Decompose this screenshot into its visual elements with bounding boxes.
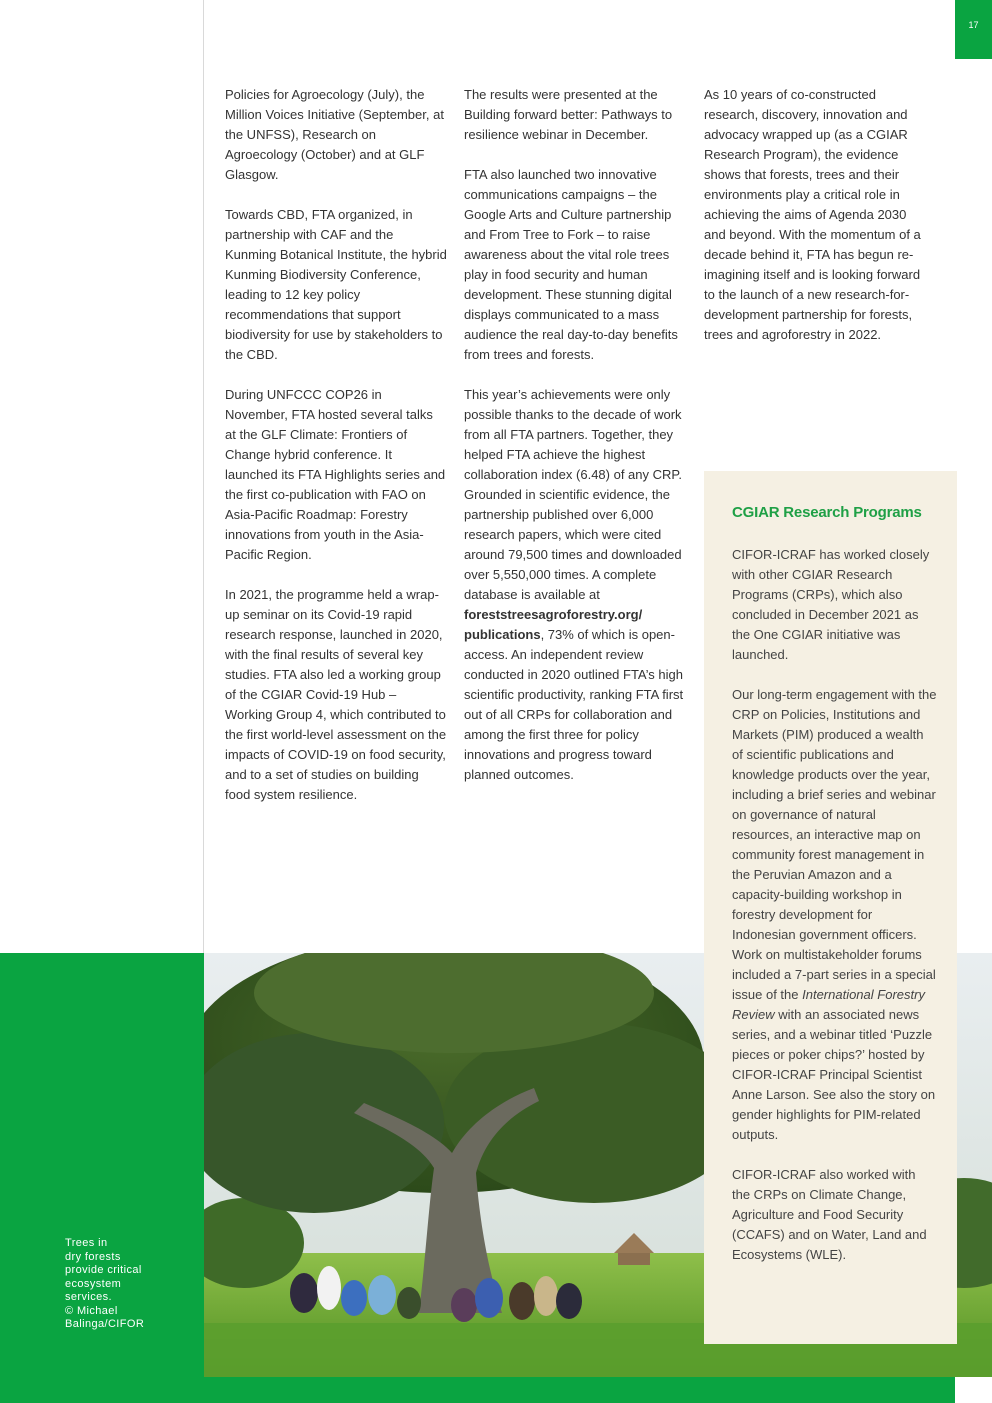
journal-title: International Forestry Review	[732, 987, 925, 1022]
paragraph	[732, 685, 937, 1145]
paragraph-text: This year’s achievements were only possible thanks to the decade of work from all FTA partners. Together, they helped FTA achieve the highest collaboration index (6.48) of any CRP. Grounded in scientific evidence, the partnership published over 6,000 research papers, which were cited around 79,500 times and downloaded over 5,550,000 times. A complete database is available at	[464, 387, 682, 602]
caption-line: provide critical	[65, 1264, 142, 1276]
bottom-right-margin	[955, 1377, 992, 1403]
paragraph: In 2021, the programme held a wrap-up seminar on its Covid-19 rapid research response, launched in 2020, with the final results of several key studies. FTA also led a working group of the CGIAR Covid-19 Hub – Working Group 4, which contributed to the first world-level assessment on the impacts of COVID-19 on food security, and to a set of studies on building food system resilience.	[225, 587, 447, 802]
caption-line: services.	[65, 1291, 112, 1303]
paragraph: Policies for Agroecology (July), the Million Voices Initiative (September, at the UNFSS), Research on Agroecology (October) and at GLF Glasgow.	[225, 87, 444, 182]
paragraph: As 10 years of co-constructed research, discovery, innovation and advocacy wrapped up (as a CGIAR Research Program), the evidence shows that forests, trees and their environments play a critical role in achieving the aims of Agenda 2030 and beyond. With the momentum of a decade behind it, FTA has begun re-imagining itself and is looking forward to the launch of a new research-for-development partnership for forests, trees and agroforestry in 2022.	[704, 87, 921, 342]
column-divider	[203, 0, 204, 953]
paragraph: FTA also launched two innovative communications campaigns – the Google Arts and Culture partnership and From Tree to Fork – to raise awareness about the vital role trees play in food security and human development. These stunning digital displays communicated to a mass audience the real day-to-day benefits from trees and forests.	[464, 167, 678, 362]
caption-line: ecosystem	[65, 1277, 122, 1290]
bottom-green-band	[0, 1377, 955, 1403]
paragraph-text: with an associated news series, and a webinar titled ‘Puzzle pieces or poker chips?’ hosted by CIFOR-ICRAF Principal Scientist Anne Larson. See also the story on gender highlights for PIM-related outputs.	[732, 1007, 936, 1142]
page-number: 17	[968, 20, 979, 30]
paragraph-text: , 73% of which is open-access. An independent review conducted in 2020 outlined FTA’s high scientific productivity, ranking FTA first out of all CRPs for collaboration and among the first three for policy innovations and progress toward planned outcomes.	[464, 627, 684, 782]
paragraph: CIFOR-ICRAF also worked with the CRPs on Climate Change, Agriculture and Food Security (CCAFS) and on Water, Land and Ecosystems (WLE).	[732, 1167, 927, 1262]
paragraph-text: Our long-term engagement with the CRP on Policies, Institutions and Markets (PIM) produced a wealth of scientific publications and knowledge products over the year, including a brief series and webinar on governance of natural resources, an interactive map on community forest management in the Peruvian Amazon and a capacity-building workshop in forestry development for Indonesian government officers. Work on multistakeholder forums included a 7-part series in a special issue of the	[732, 687, 937, 1002]
text-column-1	[225, 85, 447, 825]
paragraph: CIFOR-ICRAF has worked closely with other CGIAR Research Programs (CRPs), which also concluded in December 2021 as the One CGIAR initiative was launched.	[732, 547, 930, 662]
paragraph: The results were presented at the Building forward better: Pathways to resilience webinar in December.	[464, 87, 673, 142]
caption-line: © Michael	[65, 1304, 118, 1317]
text-column-2	[464, 85, 689, 805]
publications-link[interactable]: foreststreesagroforestry.org/ publications	[464, 607, 643, 642]
sidebar-body	[732, 545, 937, 1285]
sidebar-title: CGIAR Research Programs	[732, 504, 922, 521]
paragraph: During UNFCCC COP26 in November, FTA hosted several talks at the GLF Climate: Frontiers of Change hybrid conference. It launched its FTA Highlights series and the first co-publication with FAO on Asia-Pacific Roadmap: Forestry innovations from youth in the Asia-Pacific Region.	[225, 387, 446, 562]
paragraph: Towards CBD, FTA organized, in partnership with CAF and the Kunming Botanical Institute, the hybrid Kunming Biodiversity Conference, leading to 12 key policy recommendations that support biodiversity for use by stakeholders to the CBD.	[225, 207, 447, 362]
caption-line: Balinga/CIFOR	[65, 1318, 145, 1330]
paragraph	[464, 385, 689, 785]
photo-caption	[65, 1237, 175, 1332]
text-column-3	[704, 85, 926, 365]
caption-line: dry forests	[65, 1250, 121, 1263]
caption-line: Trees in	[65, 1237, 108, 1249]
